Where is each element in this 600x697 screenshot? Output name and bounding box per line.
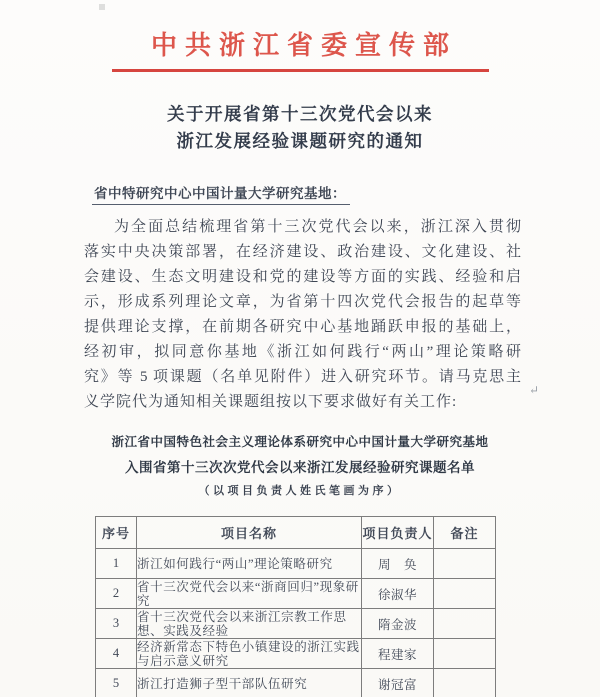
cell-project: 省十三次党代会以来“浙商回归”现象研究 xyxy=(137,579,362,609)
table-body xyxy=(96,549,496,697)
cell-leader: 谢冠富 xyxy=(362,669,434,697)
annex-subtitle: （以项目负责人姓氏笔画为序） xyxy=(198,485,402,497)
cell-leader: 程建家 xyxy=(362,639,434,669)
table-header-cell: 项目负责人 xyxy=(362,517,434,549)
cell-note xyxy=(434,549,496,579)
body-paragraph xyxy=(84,215,521,415)
table-header-cell: 备注 xyxy=(434,517,496,549)
annex-title-line1: 浙江省中国特色社会主义理论体系研究中心中国计量大学研究基地 xyxy=(111,435,489,449)
cell-project: 经济新常态下特色小镇建设的浙江实践与启示意义研究 xyxy=(137,639,360,668)
body-line: 提供理论支撑，在前期各研究中心基地踊跃申报的基础上， xyxy=(84,319,521,335)
cell-leader: 隋金波 xyxy=(362,609,434,639)
body-line: 示，形成系列理论文章，为省第十四次党代会报告的起草等 xyxy=(84,294,521,310)
cell-note xyxy=(434,609,496,639)
doc-title-line1: 关于开展省第十三次党代会以来 xyxy=(167,104,433,124)
table-row xyxy=(96,609,496,639)
table-row xyxy=(96,639,496,669)
cell-note xyxy=(434,669,496,697)
return-mark-icon: ↵ xyxy=(529,383,540,397)
cell-no: 4 xyxy=(96,639,137,669)
body-line: 究》等 5 项课题（名单见附件）进入研究环节。请马克思主 xyxy=(84,369,521,385)
body-line: 为全面总结梳理省第十三次党代会以来，浙江深入贯彻 xyxy=(114,219,521,235)
body-line: 会建设、生态文明建设和党的建设等方面的实践、经验和启 xyxy=(84,269,521,285)
cell-no: 1 xyxy=(96,549,137,579)
table-header-cell: 项目名称 xyxy=(137,517,362,549)
cell-leader: 周 奂 xyxy=(362,549,434,579)
annex-heading xyxy=(0,430,600,502)
body-line: 义学院代为通知相关课题组按以下要求做好有关工作: xyxy=(84,394,458,410)
body-line: 落实中央决策部署，在经济建设、政治建设、文化建设、社 xyxy=(84,244,521,260)
cell-no: 5 xyxy=(96,669,137,697)
table-row xyxy=(96,669,496,697)
org-name: 中共浙江省委宣传部 xyxy=(150,31,457,60)
cell-no: 2 xyxy=(96,579,137,609)
cell-project: 浙江如何践行“两山”理论策略研究 xyxy=(137,549,362,579)
addressee-wrap xyxy=(92,182,600,205)
cell-project: 浙江打造狮子型干部队伍研究 xyxy=(137,669,362,697)
projects-table xyxy=(95,516,496,697)
body-line: 经初审，拟同意你基地《浙江如何践行“两山”理论策略研 xyxy=(84,344,521,360)
red-divider xyxy=(112,69,489,72)
cell-project: 省十三次党代会以来浙江宗教工作思想、实践及经验 xyxy=(137,609,362,639)
cell-leader: 徐淑华 xyxy=(362,579,434,609)
cell-note xyxy=(434,579,496,609)
table-row xyxy=(96,579,496,609)
doc-title xyxy=(0,101,600,155)
cell-no: 3 xyxy=(96,609,137,639)
scan-smudge xyxy=(99,4,105,10)
doc-title-line2: 浙江发展经验课题研究的通知 xyxy=(176,131,424,151)
annex-title-line2: 入围省第十三次次党代会以来浙江发展经验研究课题名单 xyxy=(125,460,475,475)
addressee: 省中特研究中心中国计量大学研究基地： xyxy=(92,182,350,205)
table-header-cell: 序号 xyxy=(96,517,137,549)
table-row xyxy=(96,549,496,579)
table-header-row xyxy=(96,517,496,549)
cell-note xyxy=(434,639,496,669)
